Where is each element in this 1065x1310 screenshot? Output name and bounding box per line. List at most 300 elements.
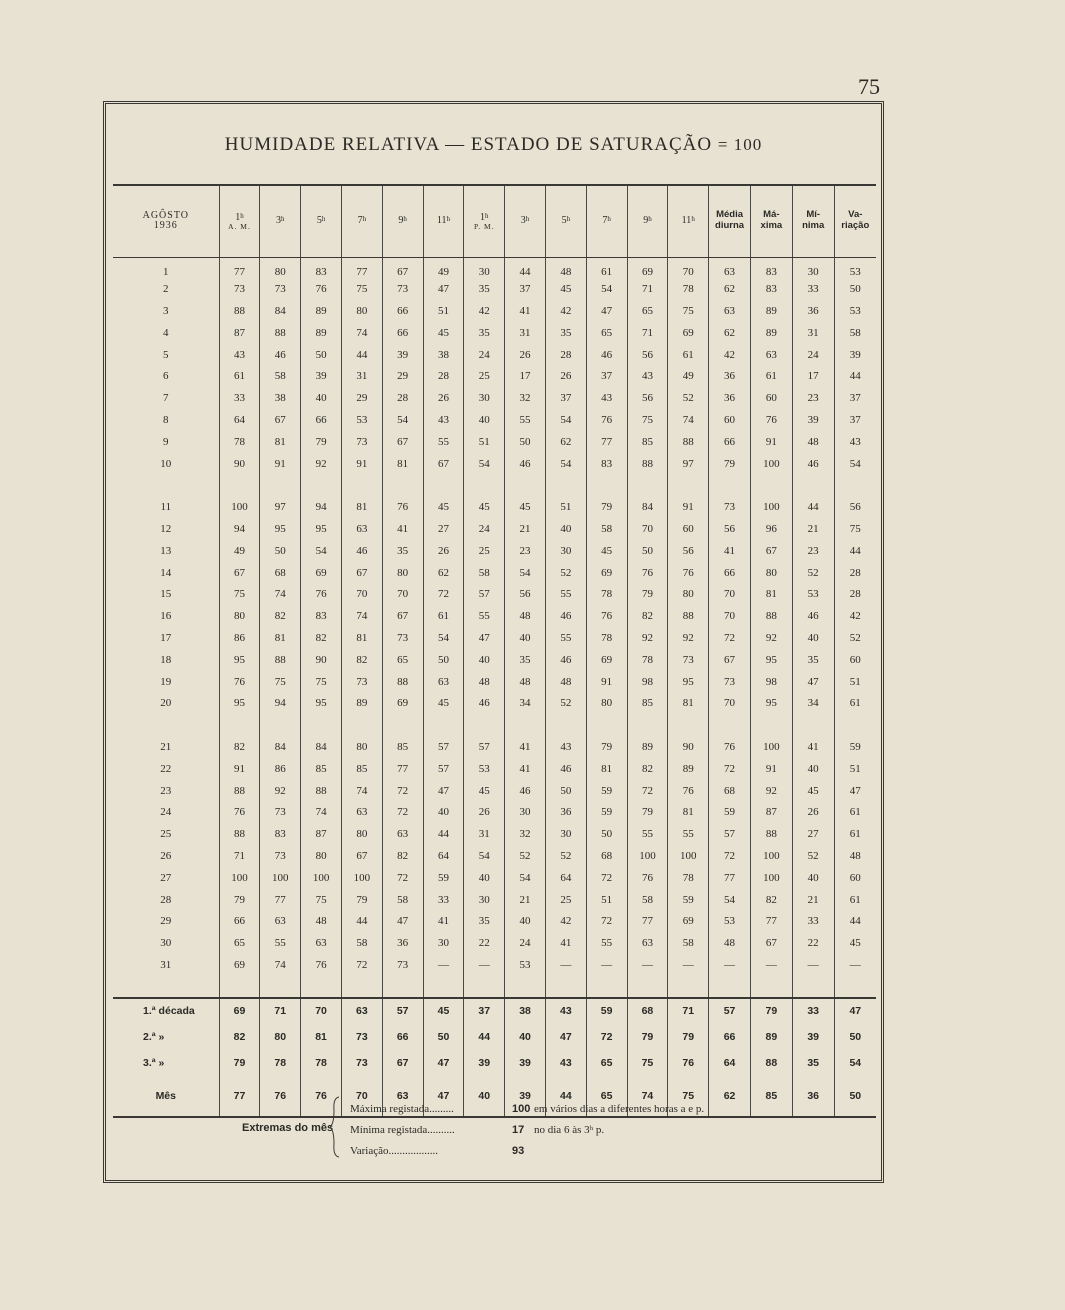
- decade-gap: [113, 715, 876, 737]
- humidity-value: 50: [260, 540, 301, 562]
- summary-value: 73: [341, 1024, 382, 1050]
- humidity-value: 67: [709, 649, 751, 671]
- humidity-value: 95: [668, 671, 709, 693]
- humidity-value: 63: [423, 671, 464, 693]
- humidity-value: 52: [792, 562, 834, 584]
- hour-suffix: h: [485, 211, 489, 220]
- humidity-value: 74: [260, 955, 301, 977]
- summary-value: 65: [586, 1076, 627, 1117]
- humidity-value: 59: [834, 737, 876, 759]
- humidity-value: 44: [505, 257, 546, 279]
- humidity-value: 79: [586, 737, 627, 759]
- humidity-value: 56: [505, 584, 546, 606]
- summary-value: 47: [423, 1050, 464, 1076]
- humidity-value: 76: [382, 497, 423, 519]
- humidity-value: 64: [219, 410, 260, 432]
- humidity-value: 65: [219, 933, 260, 955]
- humidity-value: 48: [464, 671, 505, 693]
- humidity-value: 69: [301, 562, 342, 584]
- hour-suffix: h: [321, 215, 326, 224]
- humidity-value: —: [545, 955, 586, 977]
- humidity-value: 46: [792, 606, 834, 628]
- table-end-gap: [113, 976, 876, 998]
- humidity-value: 85: [627, 431, 668, 453]
- humidity-value: 92: [301, 453, 342, 475]
- humidity-value: 73: [341, 671, 382, 693]
- humidity-value: 31: [464, 824, 505, 846]
- humidity-value: 40: [792, 628, 834, 650]
- humidity-value: 72: [382, 780, 423, 802]
- gap-cell: [382, 715, 423, 737]
- humidity-value: 54: [464, 453, 505, 475]
- gap-cell: [423, 475, 464, 497]
- header-hour-value: 7: [602, 215, 608, 227]
- humidity-value: 88: [260, 322, 301, 344]
- hour-suffix: h: [446, 215, 451, 224]
- humidity-value: 82: [341, 649, 382, 671]
- humidity-value: 56: [709, 519, 751, 541]
- humidity-value: 88: [668, 606, 709, 628]
- humidity-value: 60: [834, 867, 876, 889]
- humidity-value: 95: [260, 519, 301, 541]
- humidity-value: 40: [505, 911, 546, 933]
- humidity-value: 91: [586, 671, 627, 693]
- humidity-value: 41: [423, 911, 464, 933]
- humidity-value: 68: [260, 562, 301, 584]
- extreme-max-value: 100: [512, 1103, 531, 1115]
- day-number: 27: [160, 871, 172, 884]
- humidity-value: 80: [382, 562, 423, 584]
- table-row: [113, 649, 876, 671]
- humidity-value: 74: [341, 606, 382, 628]
- humidity-value: 55: [627, 824, 668, 846]
- summary-value: 66: [709, 1024, 751, 1050]
- humidity-value: 75: [301, 889, 342, 911]
- humidity-value: 75: [834, 519, 876, 541]
- humidity-value: 73: [709, 497, 751, 519]
- extremes-label: Extremas do mês: [242, 1122, 334, 1134]
- humidity-value: 30: [464, 388, 505, 410]
- humidity-value: 89: [750, 322, 792, 344]
- header-hour-9: [545, 185, 586, 257]
- humidity-value: 28: [382, 388, 423, 410]
- humidity-value: 57: [464, 737, 505, 759]
- humidity-value: 42: [709, 344, 751, 366]
- humidity-value: 80: [301, 846, 342, 868]
- humidity-value: 76: [301, 584, 342, 606]
- humidity-value: 90: [219, 453, 260, 475]
- humidity-value: 88: [668, 431, 709, 453]
- humidity-value: 41: [505, 737, 546, 759]
- hour-suffix: h: [403, 215, 407, 224]
- humidity-value: 42: [545, 911, 586, 933]
- gap-cell: [423, 976, 464, 998]
- humidity-value: 88: [627, 453, 668, 475]
- humidity-value: 52: [792, 846, 834, 868]
- humidity-value: 33: [423, 889, 464, 911]
- day-number: 1: [163, 265, 169, 278]
- hour-suffix: h: [648, 215, 652, 224]
- humidity-value: 37: [545, 388, 586, 410]
- summary-value: 35: [792, 1050, 834, 1076]
- humidity-value: 51: [586, 889, 627, 911]
- humidity-value: 44: [834, 540, 876, 562]
- day-number: 26: [160, 849, 172, 862]
- header-hour-3: [301, 185, 342, 257]
- summary-value: 71: [668, 998, 709, 1024]
- day-number: 11: [160, 501, 172, 514]
- humidity-value: 57: [709, 824, 751, 846]
- humidity-value: 81: [586, 758, 627, 780]
- humidity-value: 63: [260, 911, 301, 933]
- humidity-value: 52: [834, 628, 876, 650]
- humidity-value: 81: [260, 628, 301, 650]
- humidity-value: 41: [792, 737, 834, 759]
- table-row: [113, 846, 876, 868]
- humidity-value: 27: [792, 824, 834, 846]
- extreme-min: [350, 1124, 605, 1136]
- humidity-value: 78: [668, 279, 709, 301]
- humidity-value: 47: [586, 301, 627, 323]
- humidity-value: 75: [627, 410, 668, 432]
- humidity-value: 94: [301, 497, 342, 519]
- humidity-value: 72: [586, 867, 627, 889]
- humidity-value: 58: [586, 519, 627, 541]
- humidity-value: 89: [627, 737, 668, 759]
- humidity-value: 73: [382, 628, 423, 650]
- day-number: 28: [160, 893, 172, 906]
- humidity-value: 33: [219, 388, 260, 410]
- table-row: [113, 758, 876, 780]
- humidity-value: 100: [627, 846, 668, 868]
- humidity-value: 52: [668, 388, 709, 410]
- humidity-value: 60: [750, 388, 792, 410]
- extreme-variation-value: 93: [512, 1145, 525, 1157]
- humidity-value: 76: [668, 562, 709, 584]
- humidity-value: 55: [505, 410, 546, 432]
- humidity-value: 63: [382, 824, 423, 846]
- summary-value: 82: [219, 1024, 260, 1050]
- humidity-value: 40: [423, 802, 464, 824]
- humidity-value: 58: [341, 933, 382, 955]
- header-hour-12: [668, 185, 709, 257]
- humidity-value: 41: [545, 933, 586, 955]
- humidity-value: 51: [545, 497, 586, 519]
- gap-cell: [260, 715, 301, 737]
- humidity-value: 45: [464, 780, 505, 802]
- table-row: [113, 257, 876, 279]
- gap-cell: [627, 715, 668, 737]
- humidity-value: 24: [464, 519, 505, 541]
- summary-value: 50: [834, 1024, 876, 1050]
- humidity-value: 36: [709, 388, 751, 410]
- humidity-value: 73: [260, 846, 301, 868]
- summary-value: 33: [792, 998, 834, 1024]
- gap-cell: [505, 715, 546, 737]
- table-row: [113, 562, 876, 584]
- humidity-value: 48: [301, 911, 342, 933]
- humidity-value: 54: [301, 540, 342, 562]
- humidity-value: 70: [627, 519, 668, 541]
- humidity-value: 47: [423, 780, 464, 802]
- humidity-value: 43: [545, 737, 586, 759]
- humidity-value: 54: [464, 846, 505, 868]
- gap-cell: [464, 475, 505, 497]
- summary-value: 88: [750, 1050, 792, 1076]
- humidity-value: 73: [668, 649, 709, 671]
- humidity-value: 65: [586, 322, 627, 344]
- day-number: 10: [160, 457, 172, 470]
- humidity-value: 92: [627, 628, 668, 650]
- table-row: [113, 693, 876, 715]
- humidity-value: 95: [219, 649, 260, 671]
- humidity-value: 91: [260, 453, 301, 475]
- humidity-value: 89: [668, 758, 709, 780]
- humidity-value: —: [709, 955, 751, 977]
- humidity-value: 72: [382, 867, 423, 889]
- summary-value: 77: [219, 1076, 260, 1117]
- humidity-value: 30: [545, 540, 586, 562]
- humidity-value: 74: [341, 322, 382, 344]
- humidity-value: 86: [219, 628, 260, 650]
- humidity-value: 70: [709, 693, 751, 715]
- humidity-value: 100: [301, 867, 342, 889]
- humidity-value: 41: [505, 301, 546, 323]
- humidity-value: 31: [792, 322, 834, 344]
- summary-value: 47: [834, 998, 876, 1024]
- humidity-value: 91: [341, 453, 382, 475]
- humidity-value: 43: [834, 431, 876, 453]
- humidity-value: 52: [505, 846, 546, 868]
- humidity-value: 35: [464, 911, 505, 933]
- gap-cell: [586, 715, 627, 737]
- humidity-value: 89: [301, 301, 342, 323]
- humidity-value: 59: [586, 802, 627, 824]
- humidity-value: 42: [545, 301, 586, 323]
- humidity-value: 66: [219, 911, 260, 933]
- summary-value: 64: [709, 1050, 751, 1076]
- day-number: 21: [160, 740, 172, 753]
- humidity-value: 92: [750, 780, 792, 802]
- table-row: [113, 301, 876, 323]
- humidity-value: 46: [545, 758, 586, 780]
- humidity-value: 43: [423, 410, 464, 432]
- page-title: [106, 134, 881, 156]
- summary-value: 76: [301, 1076, 342, 1117]
- humidity-value: 81: [341, 628, 382, 650]
- humidity-value: 77: [260, 889, 301, 911]
- humidity-value: 81: [260, 431, 301, 453]
- humidity-value: 61: [834, 824, 876, 846]
- humidity-value: 90: [668, 737, 709, 759]
- humidity-value: 67: [341, 846, 382, 868]
- summary-value: 44: [464, 1024, 505, 1050]
- humidity-value: 55: [545, 584, 586, 606]
- humidity-value: 98: [627, 671, 668, 693]
- humidity-value: 84: [627, 497, 668, 519]
- humidity-value: 100: [219, 867, 260, 889]
- humidity-value: 45: [545, 279, 586, 301]
- humidity-value: 73: [382, 955, 423, 977]
- header-hour-value: 9: [643, 215, 649, 227]
- header-stat-4: [834, 185, 876, 257]
- summary-value: 89: [750, 1024, 792, 1050]
- humidity-value: 81: [750, 584, 792, 606]
- humidity-value: 44: [792, 497, 834, 519]
- header-hour-4: [341, 185, 382, 257]
- decade-row: [113, 1050, 876, 1076]
- summary-value: 75: [668, 1076, 709, 1117]
- humidity-value: 46: [545, 649, 586, 671]
- humidity-value: 33: [792, 279, 834, 301]
- extreme-min-label: Mínima registada..........: [350, 1124, 455, 1136]
- humidity-value: 30: [423, 933, 464, 955]
- summary-value: 57: [709, 998, 751, 1024]
- gap-cell: [668, 976, 709, 998]
- table-row: [113, 497, 876, 519]
- day-number: 6: [163, 370, 169, 383]
- humidity-value: 54: [505, 867, 546, 889]
- humidity-value: 92: [750, 628, 792, 650]
- humidity-value: 100: [260, 867, 301, 889]
- humidity-value: 71: [627, 279, 668, 301]
- decade-row: [113, 998, 876, 1024]
- humidity-value: 61: [219, 366, 260, 388]
- humidity-value: 58: [834, 322, 876, 344]
- day-number: 14: [160, 566, 172, 579]
- humidity-value: 70: [709, 584, 751, 606]
- humidity-value: 49: [219, 540, 260, 562]
- humidity-value: 72: [423, 584, 464, 606]
- header-hour-value: 3: [520, 215, 526, 227]
- humidity-value: 30: [792, 257, 834, 279]
- humidity-value: 54: [382, 410, 423, 432]
- humidity-value: 77: [341, 257, 382, 279]
- humidity-value: 57: [464, 584, 505, 606]
- humidity-value: 63: [709, 301, 751, 323]
- humidity-value: 77: [750, 911, 792, 933]
- summary-value: 79: [668, 1024, 709, 1050]
- summary-value: 76: [260, 1076, 301, 1117]
- humidity-value: 79: [219, 889, 260, 911]
- humidity-value: 95: [750, 693, 792, 715]
- humidity-value: 75: [260, 671, 301, 693]
- humidity-value: 45: [834, 933, 876, 955]
- humidity-value: 78: [586, 584, 627, 606]
- header-stat-line2: nima: [802, 220, 825, 232]
- humidity-value: 69: [586, 562, 627, 584]
- humidity-value: 75: [341, 279, 382, 301]
- brace-icon: [330, 1096, 340, 1158]
- humidity-value: 21: [505, 889, 546, 911]
- gap-cell: [709, 715, 751, 737]
- humidity-value: 64: [423, 846, 464, 868]
- summary-value: 68: [627, 998, 668, 1024]
- humidity-value: 54: [709, 889, 751, 911]
- humidity-value: 63: [709, 257, 751, 279]
- humidity-value: 71: [627, 322, 668, 344]
- table-row: [113, 410, 876, 432]
- humidity-value: 35: [505, 649, 546, 671]
- humidity-value: 54: [834, 453, 876, 475]
- humidity-value: 40: [792, 867, 834, 889]
- humidity-value: 40: [545, 519, 586, 541]
- humidity-value: 64: [545, 867, 586, 889]
- humidity-value: 17: [505, 366, 546, 388]
- humidity-value: 80: [219, 606, 260, 628]
- humidity-value: 46: [505, 780, 546, 802]
- humidity-value: 50: [423, 649, 464, 671]
- humidity-value: 88: [382, 671, 423, 693]
- gap-cell: [750, 976, 792, 998]
- humidity-value: 54: [586, 279, 627, 301]
- humidity-value: 90: [301, 649, 342, 671]
- humidity-value: 67: [341, 562, 382, 584]
- decade-gap: [113, 475, 876, 497]
- humidity-value: 60: [668, 519, 709, 541]
- humidity-value: 48: [792, 431, 834, 453]
- gap-cell: [301, 715, 342, 737]
- summary-value: 75: [627, 1050, 668, 1076]
- humidity-value: 59: [668, 889, 709, 911]
- humidity-value: —: [750, 955, 792, 977]
- humidity-value: 83: [586, 453, 627, 475]
- humidity-value: 88: [750, 824, 792, 846]
- humidity-value: 28: [423, 366, 464, 388]
- humidity-value: 44: [341, 344, 382, 366]
- humidity-value: 98: [750, 671, 792, 693]
- humidity-value: 55: [545, 628, 586, 650]
- humidity-value: 89: [301, 322, 342, 344]
- table-row: [113, 322, 876, 344]
- humidity-value: 67: [260, 410, 301, 432]
- humidity-value: 85: [382, 737, 423, 759]
- day-number: 17: [160, 631, 172, 644]
- humidity-value: 88: [301, 780, 342, 802]
- day-number: 16: [160, 610, 172, 623]
- gap-cell: [668, 475, 709, 497]
- humidity-value: 95: [301, 693, 342, 715]
- day-number: 9: [163, 435, 169, 448]
- summary-value: 81: [301, 1024, 342, 1050]
- table-row: [113, 519, 876, 541]
- table-row: [113, 388, 876, 410]
- humidity-value: 43: [586, 388, 627, 410]
- table-row: [113, 366, 876, 388]
- day-number: 3: [163, 304, 169, 317]
- summary-value: 47: [545, 1024, 586, 1050]
- humidity-value: 76: [668, 780, 709, 802]
- humidity-value: 48: [545, 257, 586, 279]
- humidity-value: 58: [668, 933, 709, 955]
- humidity-value: 77: [709, 867, 751, 889]
- extreme-variation-label: Variação..................: [350, 1145, 438, 1157]
- table-row: [113, 889, 876, 911]
- humidity-value: 48: [505, 606, 546, 628]
- header-stat-2: [750, 185, 792, 257]
- extreme-max-label: Máxima registada.........: [350, 1103, 454, 1115]
- header-row: [113, 185, 876, 257]
- humidity-value: 80: [341, 301, 382, 323]
- humidity-value: 67: [382, 257, 423, 279]
- humidity-value: 55: [668, 824, 709, 846]
- humidity-value: 39: [792, 410, 834, 432]
- humidity-value: 52: [545, 846, 586, 868]
- summary-value: 63: [382, 1076, 423, 1117]
- humidity-value: 76: [219, 802, 260, 824]
- humidity-value: 40: [505, 628, 546, 650]
- humidity-value: 77: [586, 431, 627, 453]
